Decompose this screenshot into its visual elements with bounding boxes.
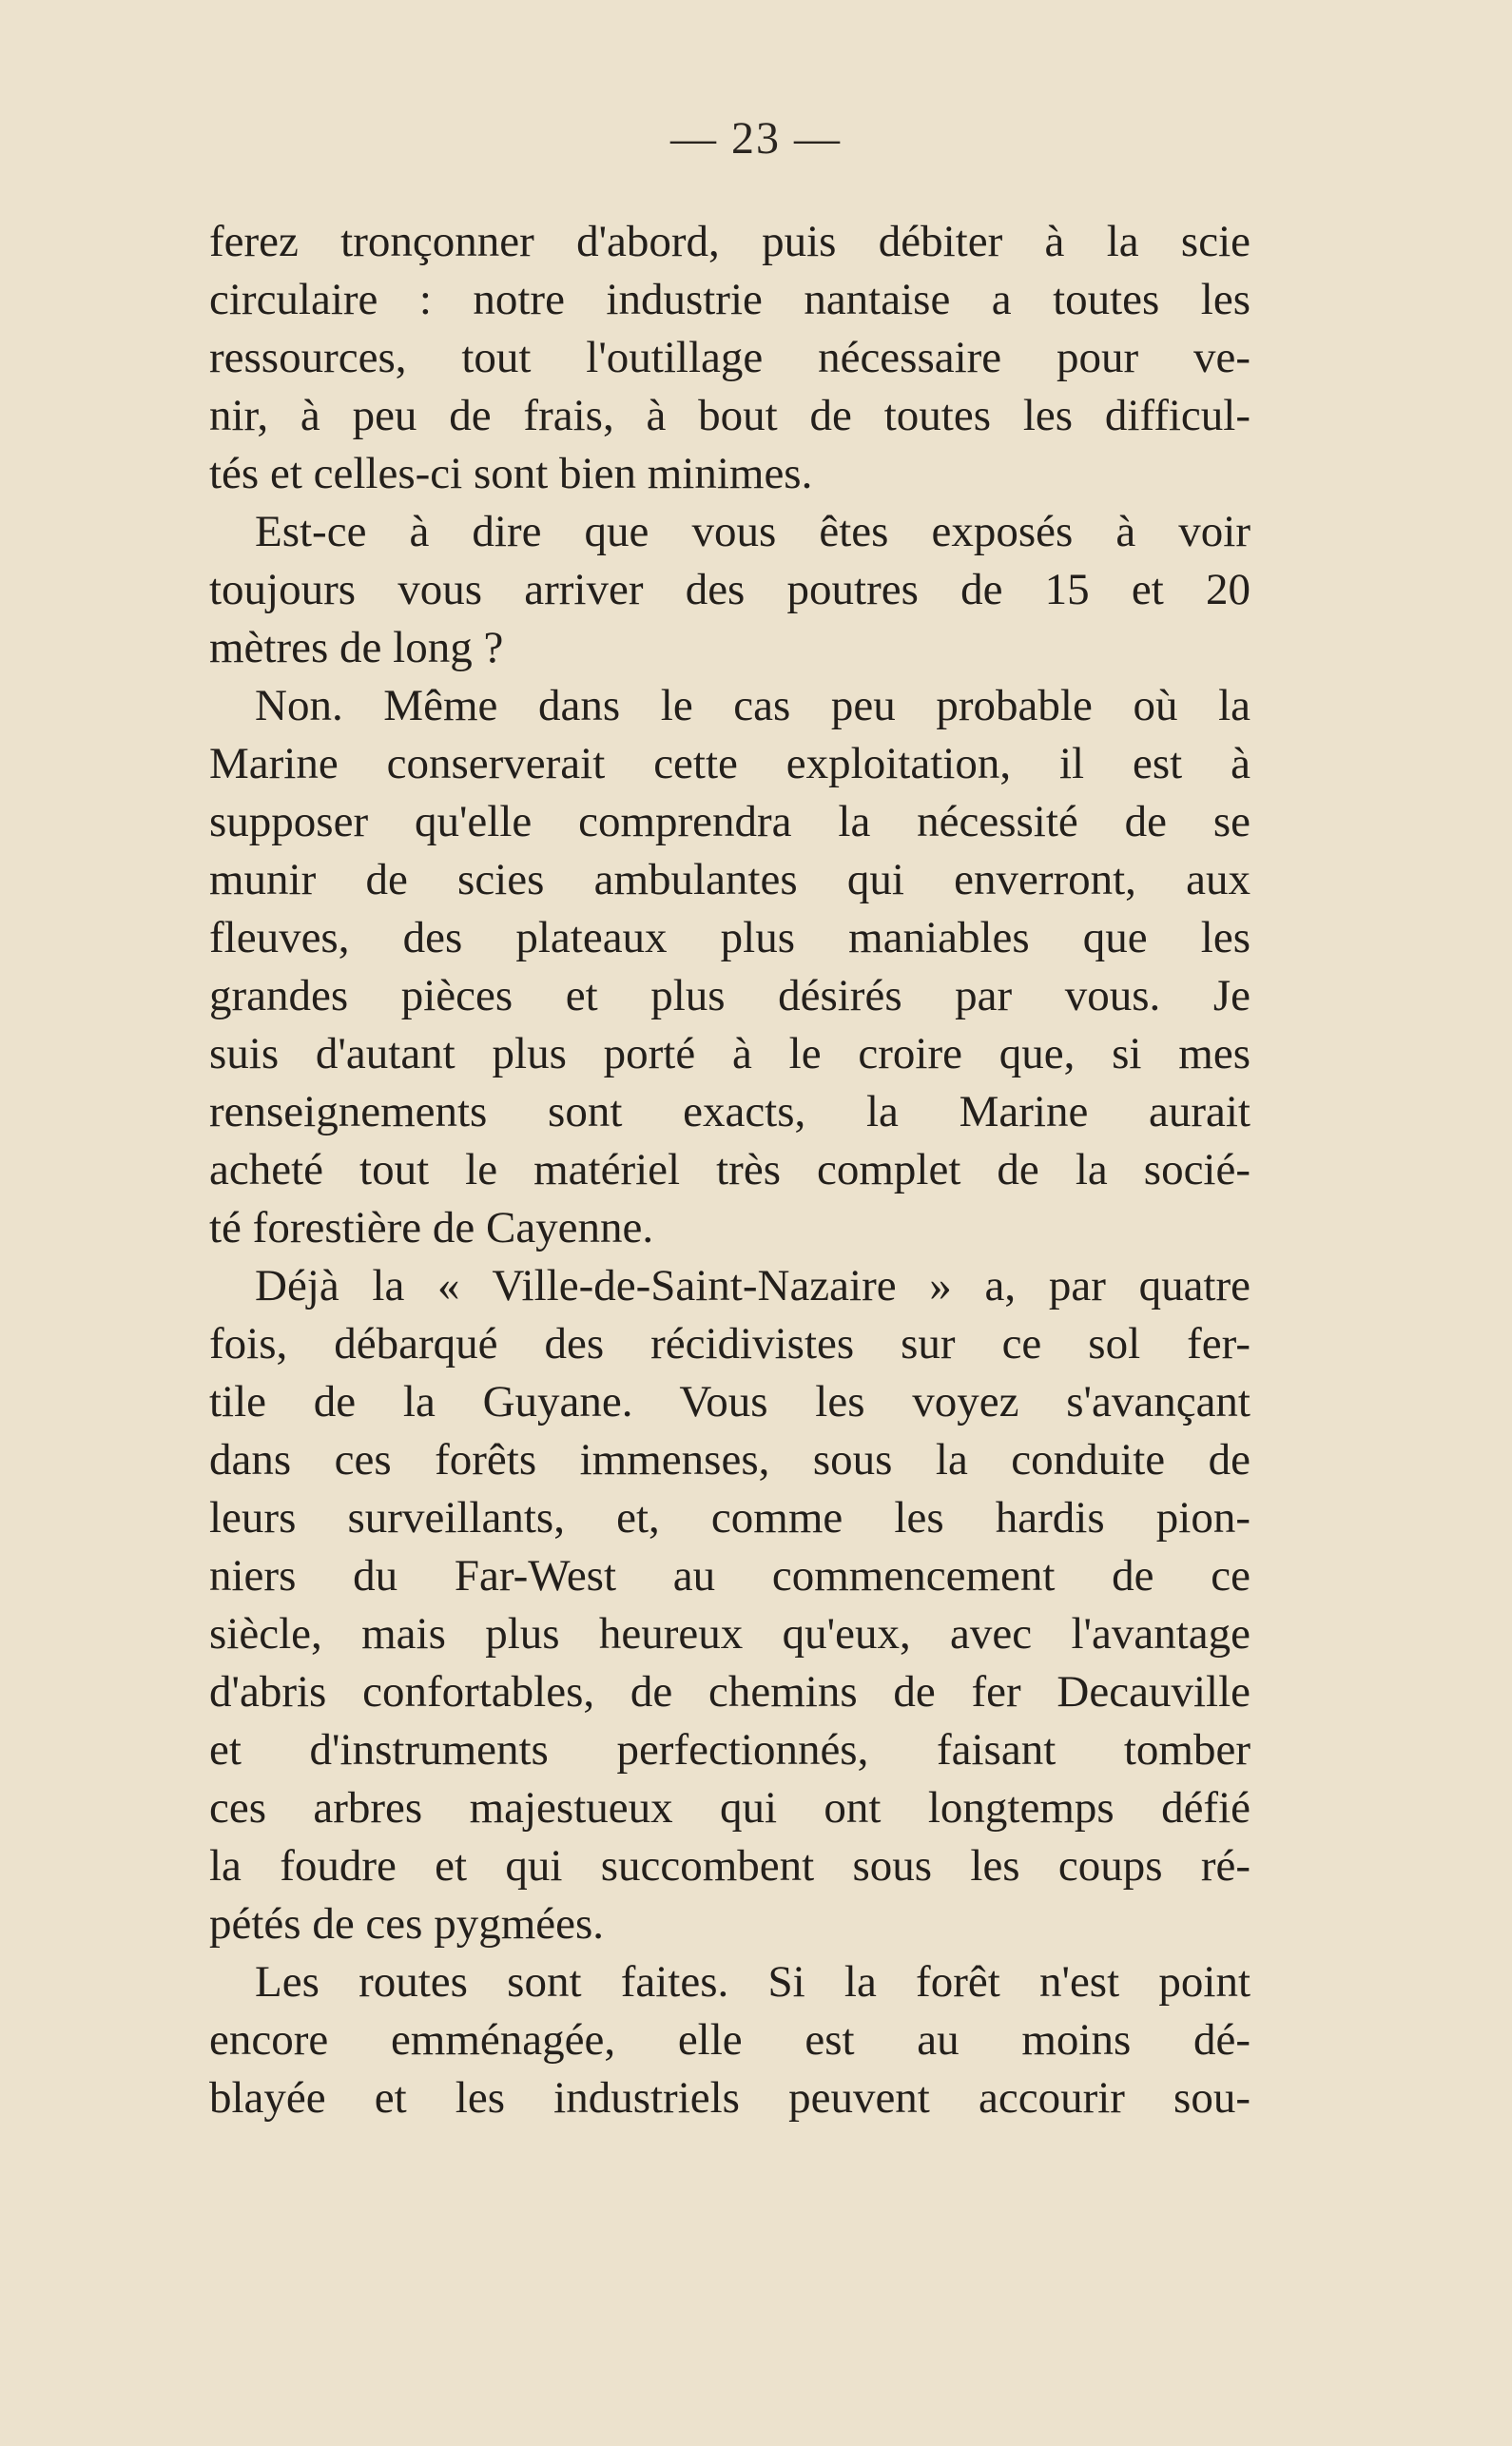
text-line: té forestière de Cayenne. <box>209 1203 654 1252</box>
text-line: fleuves, des plateaux plus maniables que les <box>209 913 1250 962</box>
text-line: niers du Far-West au commencement de ce <box>209 1551 1250 1601</box>
text-line: ces arbres majestueux qui ont longtemps défié <box>209 1783 1250 1833</box>
text-line: acheté tout le matériel très complet de la socié- <box>209 1145 1250 1194</box>
text-line: ferez tronçonner d'abord, puis débiter à la scie <box>209 217 1250 266</box>
text-line: encore emménagée, elle est au moins dé- <box>209 2015 1250 2065</box>
text-line: Déjà la « Ville-de-Saint-Nazaire » a, par quatre <box>255 1261 1250 1310</box>
text-line: nir, à peu de frais, à bout de toutes les difficul- <box>209 391 1250 440</box>
text-line: Les routes sont faites. Si la forêt n'est point <box>255 1957 1250 2007</box>
body-text <box>209 213 1250 2127</box>
text-line: Est-ce à dire que vous êtes exposés à voir <box>255 507 1250 556</box>
text-line: supposer qu'elle comprendra la nécessité de se <box>209 797 1250 846</box>
text-line: renseignements sont exacts, la Marine aurait <box>209 1087 1250 1136</box>
text-line: la foudre et qui succombent sous les coups ré- <box>209 1841 1250 1891</box>
text-line: ressources, tout l'outillage nécessaire pour ve- <box>209 333 1250 382</box>
text-line: siècle, mais plus heureux qu'eux, avec l'avantage <box>209 1609 1250 1659</box>
text-line: leurs surveillants, et, comme les hardis pion- <box>209 1493 1250 1543</box>
text-line: tés et celles-ci sont bien minimes. <box>209 449 813 498</box>
text-line: dans ces forêts immenses, sous la conduite de <box>209 1435 1250 1485</box>
text-line: suis d'autant plus porté à le croire que, si mes <box>209 1029 1250 1078</box>
text-line: mètres de long ? <box>209 623 504 672</box>
text-line: circulaire : notre industrie nantaise a toutes les <box>209 275 1250 324</box>
text-line: d'abris confortables, de chemins de fer Decauville <box>209 1667 1250 1717</box>
text-line: tile de la Guyane. Vous les voyez s'avançant <box>209 1377 1250 1427</box>
text-line: Marine conserverait cette exploitation, il est à <box>209 739 1250 788</box>
text-line: blayée et les industriels peuvent accourir sou- <box>209 2073 1250 2123</box>
text-line: pétés de ces pygmées. <box>209 1899 605 1949</box>
text-line: fois, débarqué des récidivistes sur ce sol fer- <box>209 1319 1250 1369</box>
text-line: et d'instruments perfectionnés, faisant tomber <box>209 1725 1250 1775</box>
text-line: Non. Même dans le cas peu probable où la <box>255 681 1250 730</box>
text-line: grandes pièces et plus désirés par vous. Je <box>209 971 1250 1020</box>
text-line: munir de scies ambulantes qui enverront, aux <box>209 855 1250 904</box>
page-number: — 23 — <box>670 113 842 164</box>
text-line: toujours vous arriver des poutres de 15 et 20 <box>209 565 1250 614</box>
